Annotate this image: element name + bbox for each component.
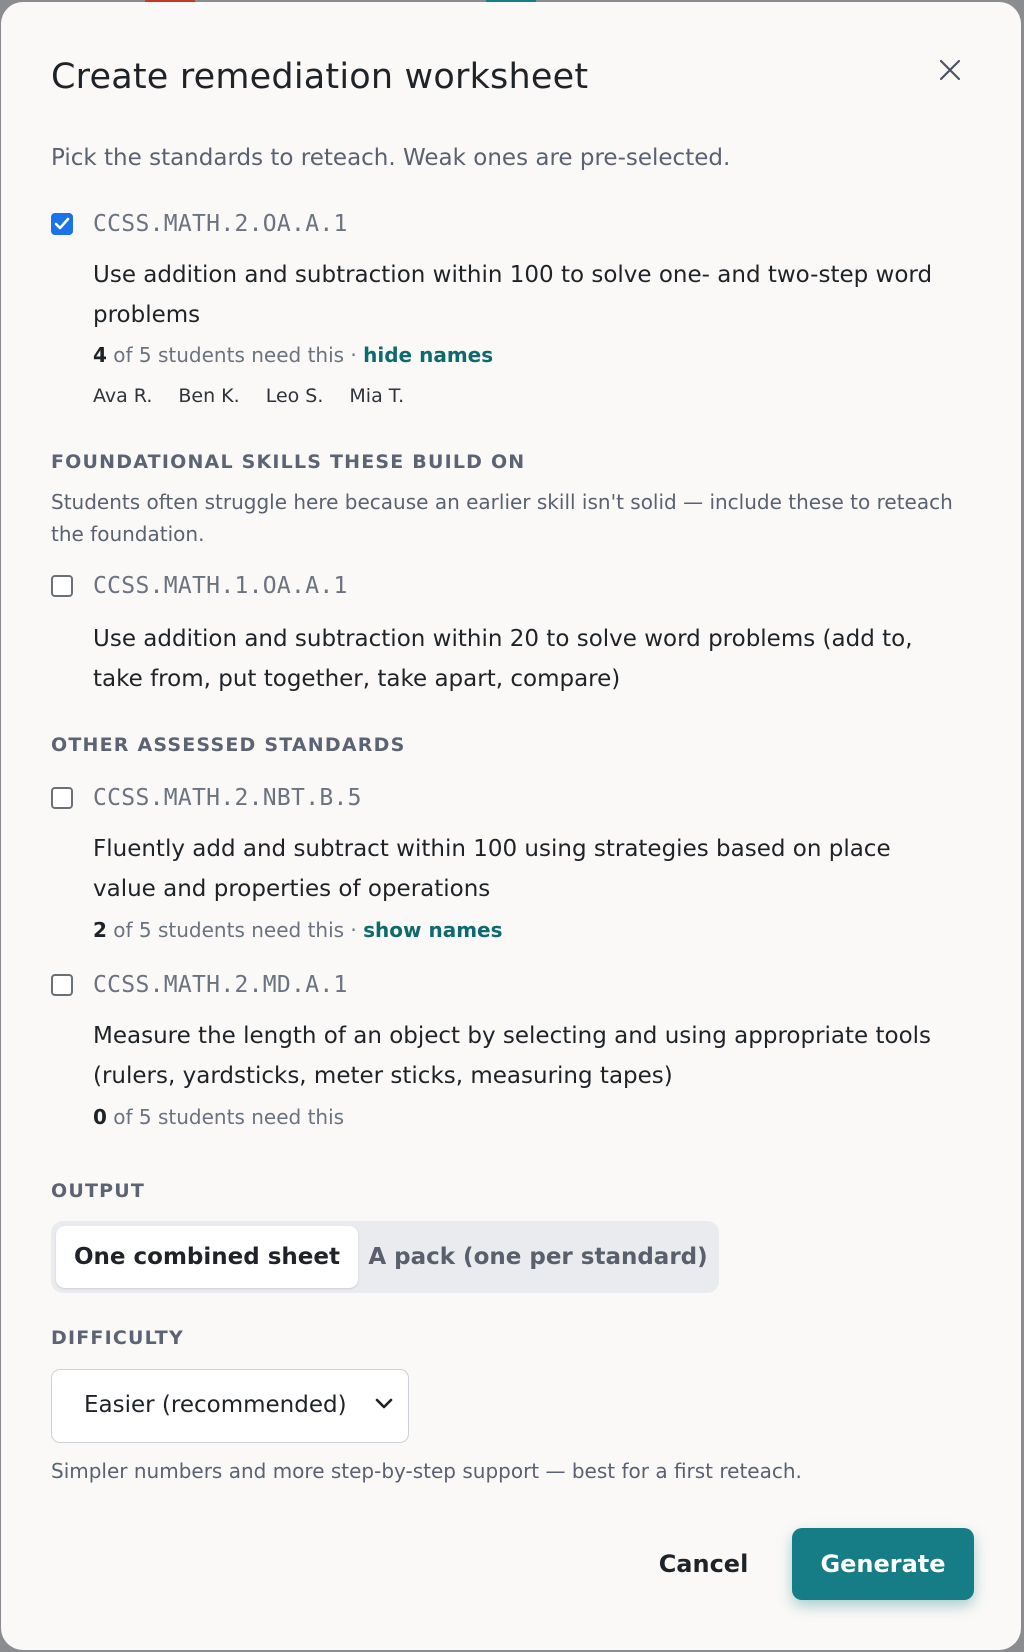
standard-description: Use addition and subtraction within 20 to solve word problems (add to, take from, put together, take apart, compare)	[93, 626, 913, 692]
output-heading: OUTPUT	[51, 1180, 146, 1202]
standard-item-other	[51, 974, 971, 1134]
standard-item-foundational	[51, 573, 971, 692]
standard-description: Use addition and subtraction within 100 to solve one- and two-step word problems	[93, 262, 933, 328]
need-count-text: of 5 students need this ·	[106, 918, 364, 942]
standard-description: Fluently add and subtract within 100 using strategies based on place value and properties of operations	[93, 836, 891, 902]
standard-code: CCSS.MATH.2.OA.A.1	[93, 211, 348, 237]
dialog-subtitle: Pick the standards to reteach. Weak ones are pre-selected.	[51, 145, 731, 171]
standard-code: CCSS.MATH.2.MD.A.1	[93, 972, 348, 998]
standard-code: CCSS.MATH.2.NBT.B.5	[93, 785, 362, 811]
standard-item-primary	[51, 213, 971, 413]
output-option-pack[interactable]: A pack (one per standard)	[368, 1244, 708, 1270]
remediation-dialog	[1, 2, 1021, 1650]
standard-checkbox[interactable]	[51, 787, 73, 809]
cancel-button[interactable]: Cancel	[658, 1550, 749, 1578]
standard-item-other	[51, 787, 971, 947]
need-count-number: 4	[93, 343, 107, 367]
student-name: Mia T.	[349, 385, 405, 407]
show-names-link[interactable]: show names	[363, 918, 503, 942]
need-count-text: of 5 students need this	[106, 1105, 345, 1129]
standard-checkbox[interactable]	[51, 974, 73, 996]
student-name: Leo S.	[265, 385, 324, 407]
standard-need-count	[93, 1105, 344, 1129]
difficulty-hint: Simpler numbers and more step-by-step support — best for a first reteach.	[51, 1459, 802, 1483]
standard-checkbox[interactable]	[51, 213, 73, 235]
close-icon	[939, 59, 961, 81]
output-toggle	[51, 1221, 719, 1293]
other-standards-heading: OTHER ASSESSED STANDARDS	[51, 734, 406, 756]
foundational-note: Students often struggle here because an earlier skill isn't solid — include these to reteach the foundation.	[51, 490, 953, 546]
student-names	[93, 385, 404, 407]
standard-code: CCSS.MATH.1.OA.A.1	[93, 573, 348, 599]
chevron-down-icon	[374, 1397, 394, 1411]
need-count-number: 0	[93, 1105, 107, 1129]
difficulty-heading: DIFFICULTY	[51, 1327, 184, 1349]
foundational-heading: FOUNDATIONAL SKILLS THESE BUILD ON	[51, 451, 526, 473]
standard-need-count	[93, 343, 493, 367]
checkmark-icon	[54, 217, 70, 231]
need-count-number: 2	[93, 918, 107, 942]
standard-checkbox[interactable]	[51, 575, 73, 597]
standard-need-count	[93, 918, 503, 942]
output-option-combined[interactable]: One combined sheet	[56, 1226, 358, 1288]
student-name: Ben K.	[178, 385, 240, 407]
difficulty-selected-value: Easier (recommended)	[84, 1392, 347, 1418]
close-button[interactable]	[930, 50, 970, 90]
standard-description: Measure the length of an object by selecting and using appropriate tools (rulers, yardsticks, meter sticks, measuring tapes)	[93, 1023, 932, 1089]
hide-names-link[interactable]: hide names	[363, 343, 494, 367]
dialog-title: Create remediation worksheet	[51, 57, 589, 97]
difficulty-select[interactable]	[51, 1369, 409, 1443]
generate-button[interactable]: Generate	[792, 1528, 974, 1600]
student-name: Ava R.	[93, 385, 153, 407]
need-count-text: of 5 students need this ·	[106, 343, 364, 367]
